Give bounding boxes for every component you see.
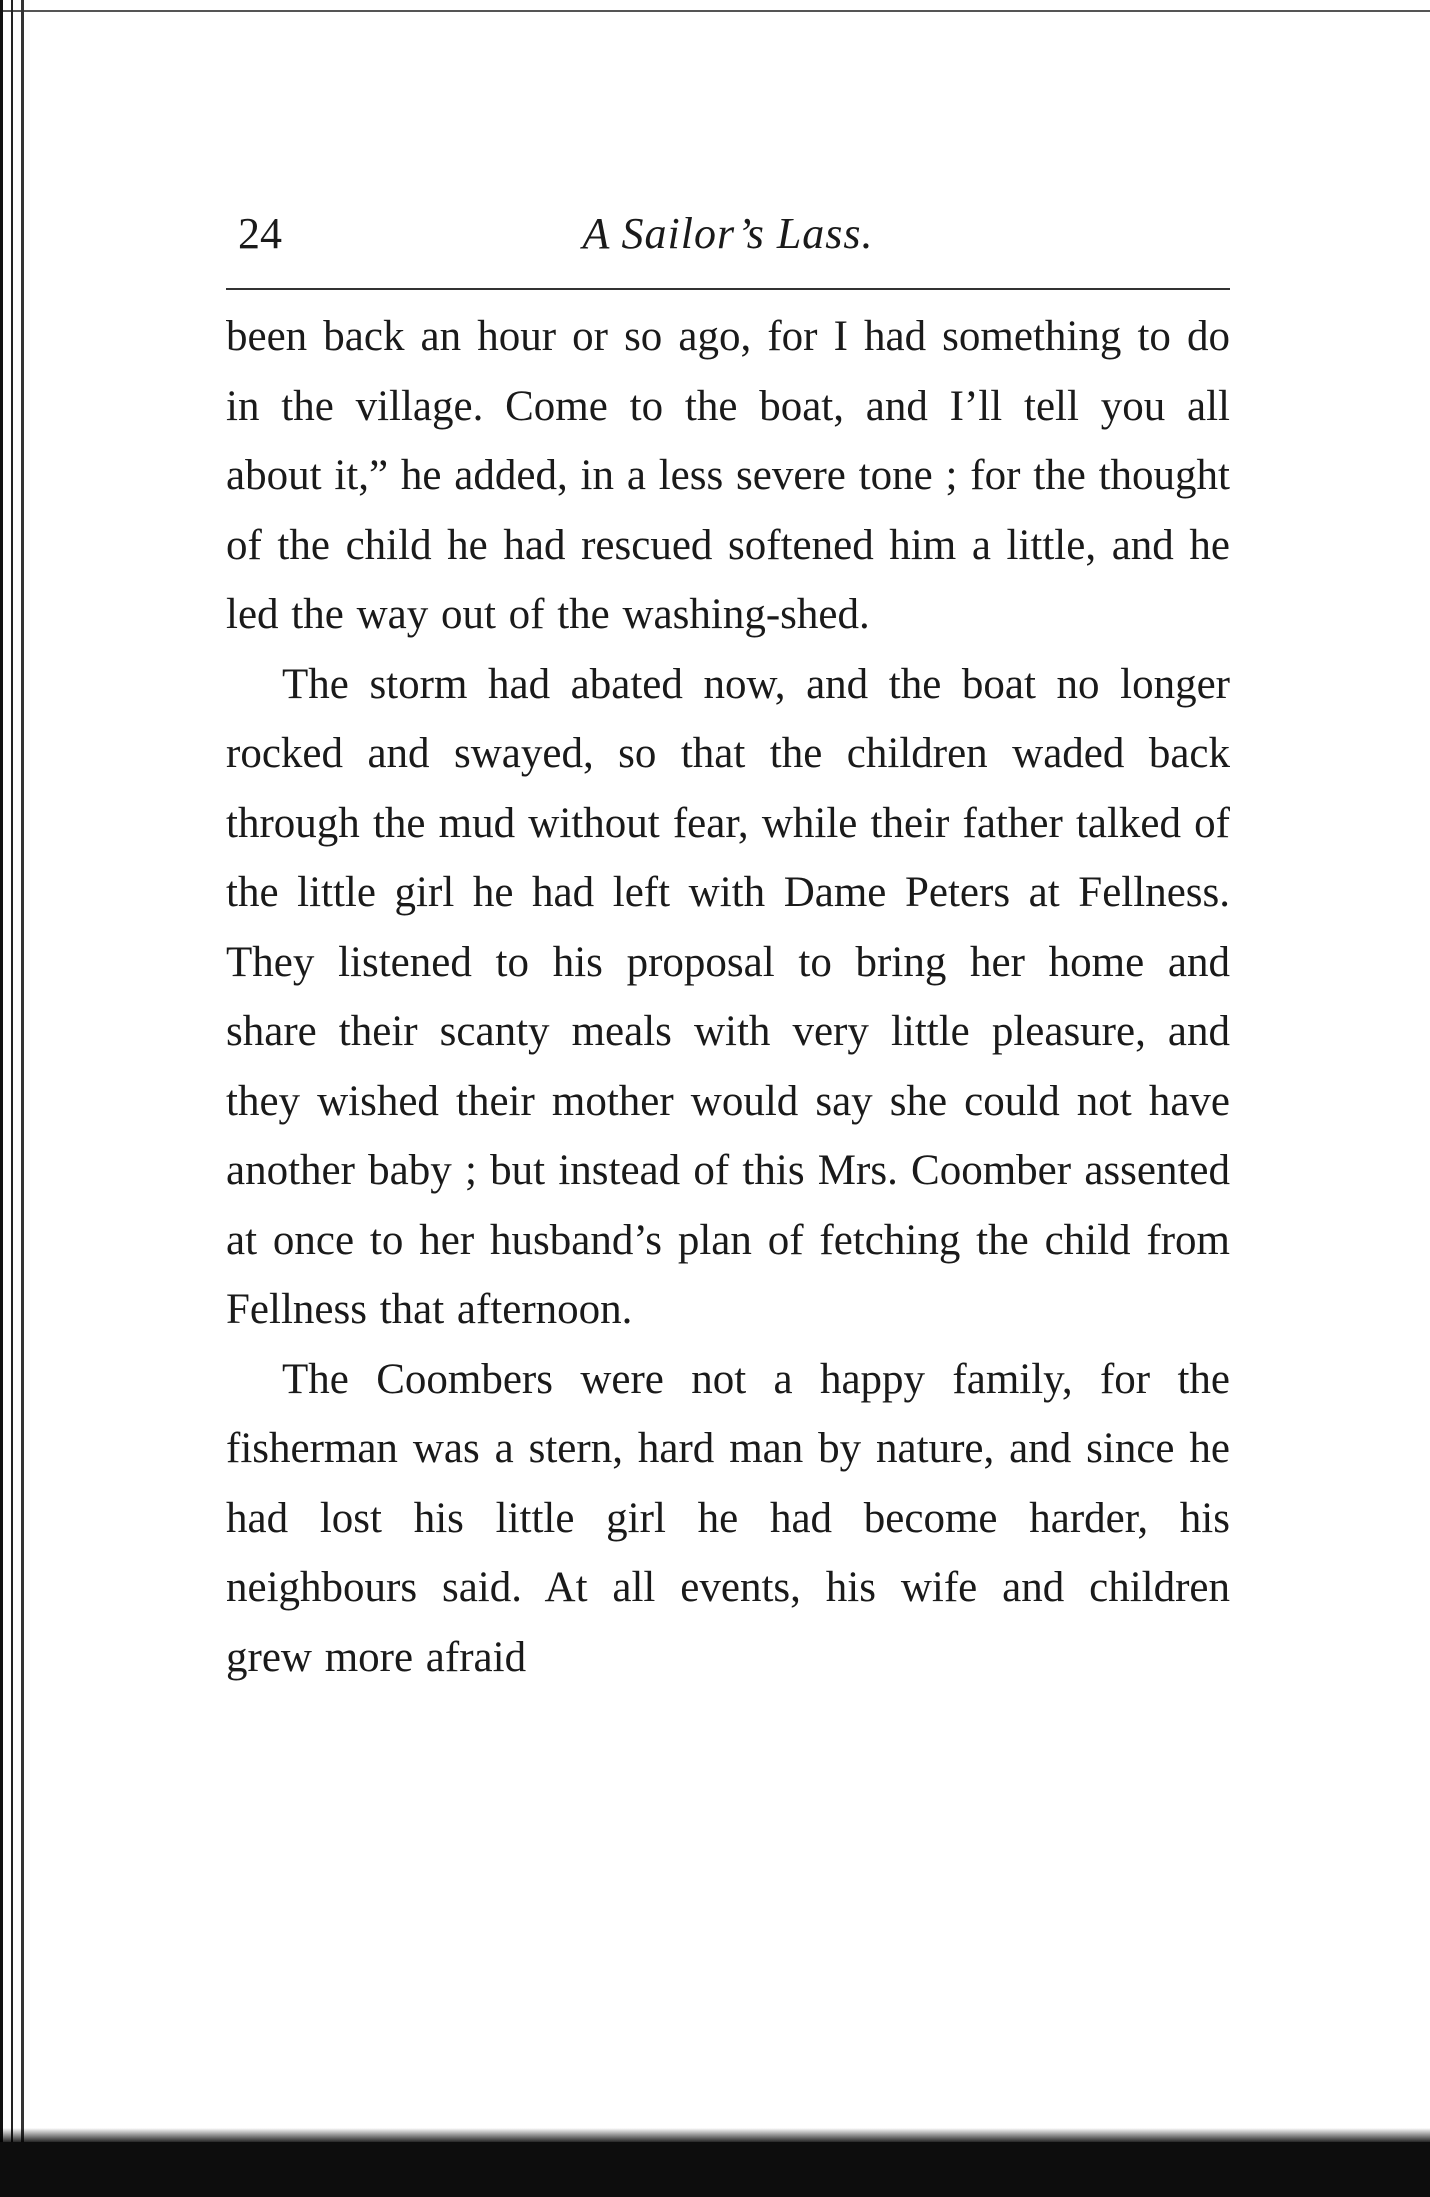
body-text [226,302,1230,1692]
paragraph-continued: been back an hour or so ago, for I had something to do in the village. Come to the boat, and I’ll tell you all about it,” he added, in a less severe tone ; for the thought of the child he had rescued softened him a little, and he led the way out of the washing-shed. [226,313,1230,638]
paragraph: The storm had abated now, and the boat no longer rocked and swayed, so that the children waded back through the mud without fear, while their father talked of the little girl he had left with Dame Peters at Fellness. They listened to his proposal to bring her home and share their scanty meals with very little pleasure, and they wished their mother would say she could not have another baby ; but instead of this Mrs. Coomber assented at once to her husband’s plan of fetching the child from Fellness that afternoon. [226,660,1230,1333]
book-binding-edge [0,0,35,2197]
page-number: 24 [238,209,282,258]
book-page [226,200,1230,1692]
running-title: A Sailor’s Lass. [582,209,874,258]
header-divider [226,288,1230,290]
paragraph: The Coombers were not a happy family, for the fisherman was a stern, hard man by nature, and since he had lost his little girl he had become harder, his neighbours said. At all events, his wife and children grew more afraid [226,1355,1230,1681]
scan-bottom-edge [0,2142,1430,2197]
scan-top-edge [0,10,1430,12]
running-head [226,200,1230,270]
